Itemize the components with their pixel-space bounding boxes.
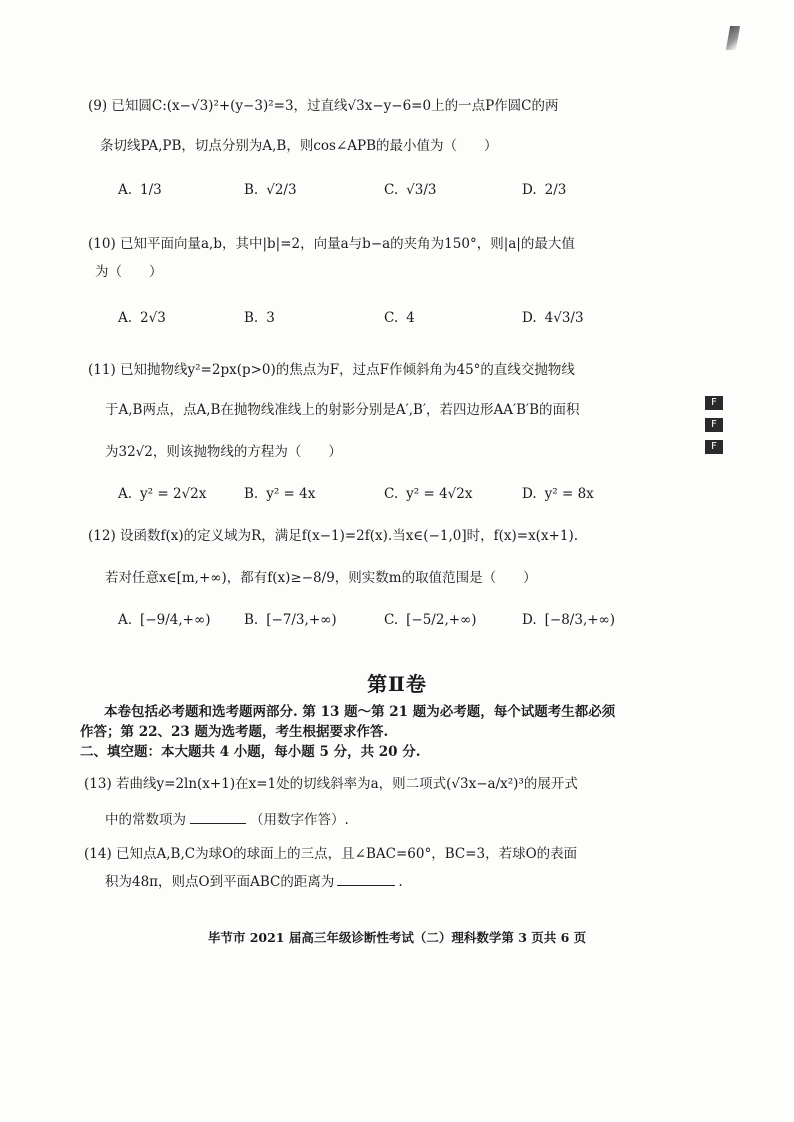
q12-line2: 若对任意x∈[m,+∞)，都有f(x)≥−8/9，则实数m的取值范围是（ ） (105, 570, 537, 586)
q12-line1: (12) 设函数f(x)的定义域为R，满足f(x−1)=2f(x).当x∈(−1,0]时，f(x)=x(x+1). (88, 528, 579, 544)
q10-line1: (10) 已知平面向量a,b，其中|b|=2，向量a与b−a的夹角为150°，则|a|的最大值 (88, 236, 575, 252)
q10-option-a: A. 2√3 (118, 310, 166, 326)
fill-in-heading: 二、填空题：本大题共 4 小题，每小题 5 分，共 20 分. (80, 744, 421, 760)
q9-line2: 条切线PA,PB，切点分别为A,B，则cos∠APB的最小值为（ ） (100, 138, 498, 154)
side-tab-2: F (705, 418, 723, 432)
q14-line2: 积为48π，则点O到平面ABC的距离为 . (105, 874, 403, 890)
q9-option-b: B. √2/3 (244, 182, 297, 198)
q12-option-d: D. [−8/3,+∞) (522, 612, 616, 628)
q10-line2: 为（ ） (95, 264, 163, 280)
q9-option-d: D. 2/3 (522, 182, 567, 198)
scan-corner-mark (726, 26, 740, 50)
q11-option-c: C. y² = 4√2x (384, 486, 473, 502)
q9-option-c: C. √3/3 (384, 182, 437, 198)
section-title: 第Ⅱ卷 (367, 672, 427, 696)
q11-option-b: B. y² = 4x (244, 486, 316, 502)
side-tab-3: F (705, 440, 723, 454)
q11-line3: 为32√2，则该抛物线的方程为（ ） (105, 444, 342, 460)
q12-option-a: A. [−9/4,+∞) (118, 612, 211, 628)
q11-line1: (11) 已知抛物线y²=2px(p>0)的焦点为F，过点F作倾斜角为45°的直线交抛物线 (88, 362, 575, 378)
q14-line1: (14) 已知点A,B,C为球O的球面上的三点，且∠BAC=60°，BC=3，若球O的表面 (84, 846, 578, 862)
section-intro-line2: 作答；第 22、23 题为选考题，考生根据要求作答. (80, 724, 389, 740)
q13-answer-blank[interactable] (190, 811, 246, 824)
q9-option-a: A. 1/3 (118, 182, 162, 198)
q11-line2: 于A,B两点，点A,B在抛物线准线上的射影分别是A′,B′，若四边形AA′B′B的面积 (105, 402, 580, 418)
page-footer: 毕节市 2021 届高三年级诊断性考试（二）理科数学第 3 页共 6 页 (207, 930, 587, 945)
q13-line2: 中的常数项为 （用数字作答）. (105, 812, 349, 828)
q12-option-b: B. [−7/3,+∞) (244, 612, 337, 628)
q11-option-a: A. y² = 2√2x (118, 486, 207, 502)
side-tab-1: F (705, 396, 723, 410)
section-intro-line1: 本卷包括必考题和选考题两部分. 第 13 题～第 21 题为必考题，每个试题考生都必须 (104, 704, 616, 720)
q13-line1: (13) 若曲线y=2ln(x+1)在x=1处的切线斜率为a，则二项式(√3x−a/x²)³的展开式 (84, 776, 578, 792)
q11-option-d: D. y² = 8x (522, 486, 594, 502)
q9-line1: (9) 已知圆C:(x−√3)²+(y−3)²=3，过直线√3x−y−6=0上的一点P作圆C的两 (88, 98, 559, 114)
q12-option-c: C. [−5/2,+∞) (384, 612, 477, 628)
q10-option-b: B. 3 (244, 310, 275, 326)
q14-answer-blank[interactable] (337, 873, 395, 886)
q10-option-c: C. 4 (384, 310, 415, 326)
q10-option-d: D. 4√3/3 (522, 310, 584, 326)
